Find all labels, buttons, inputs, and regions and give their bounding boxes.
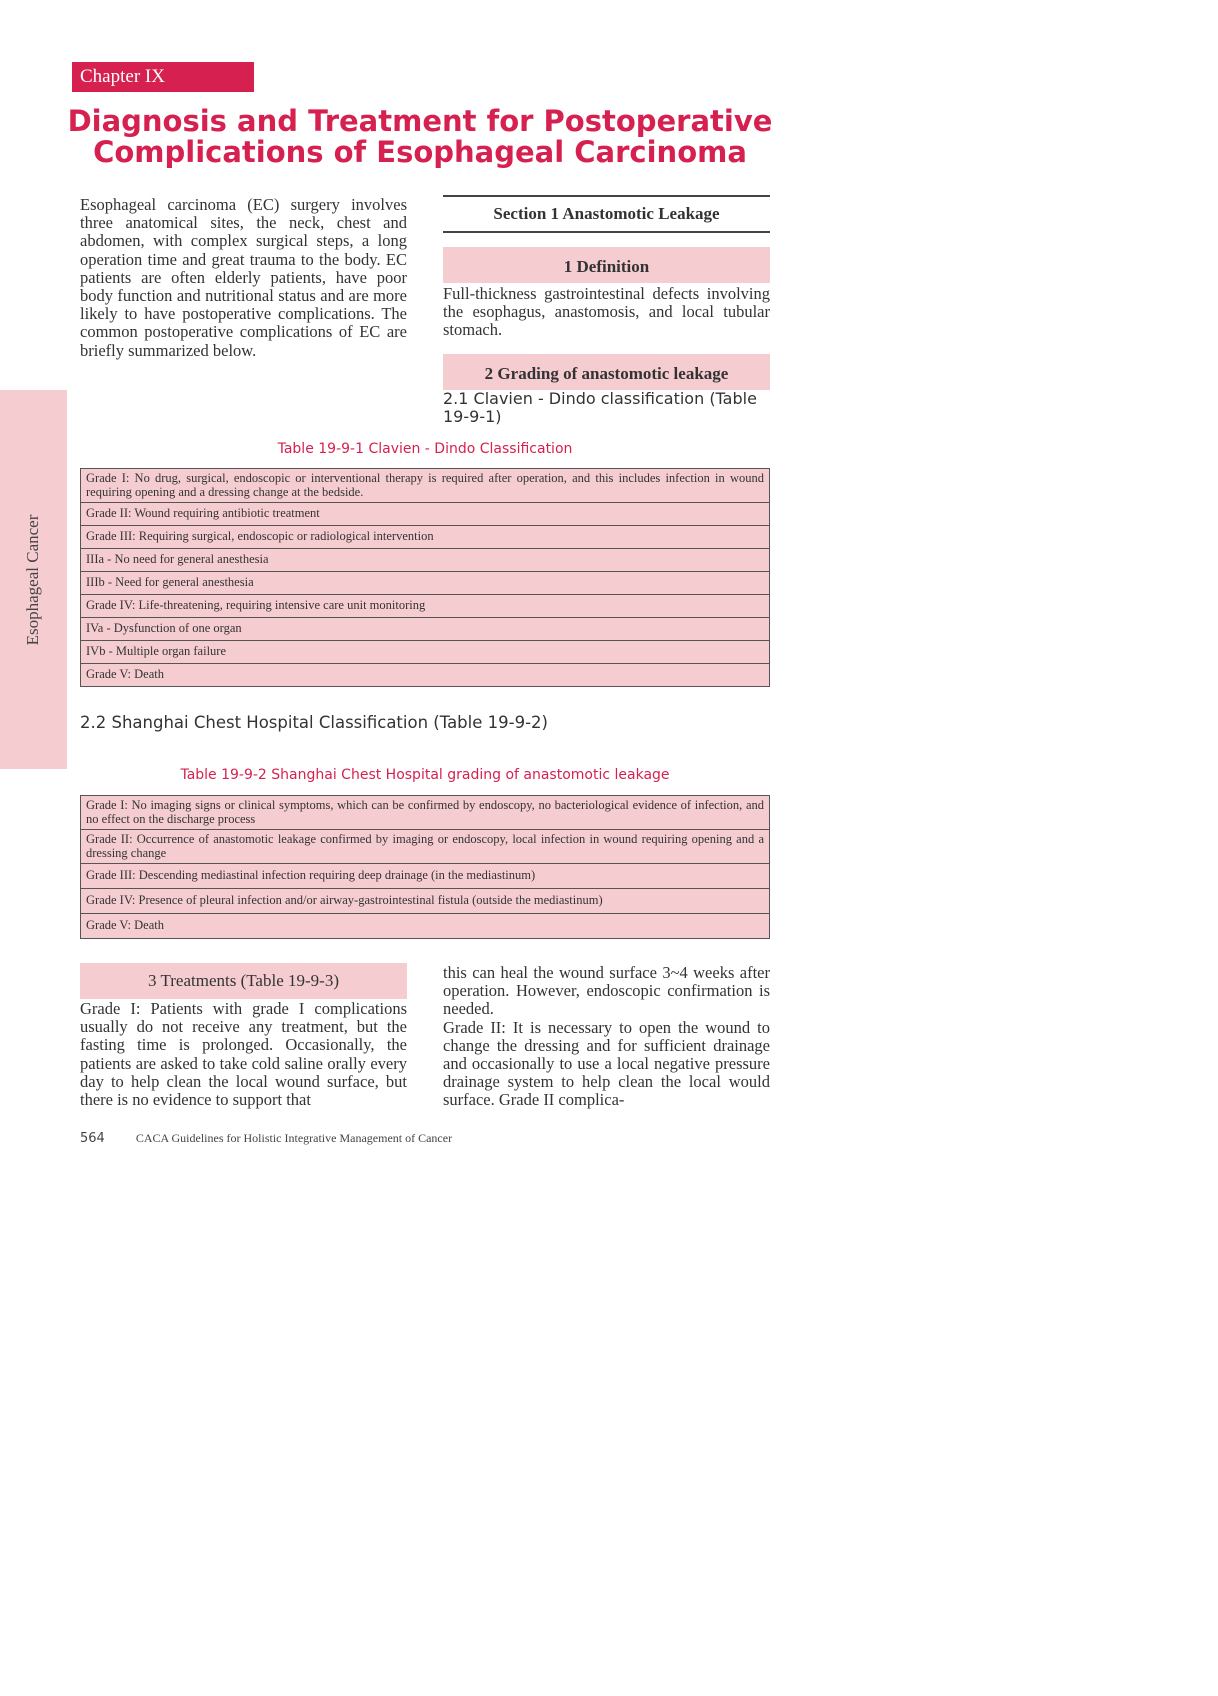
chapter-label: Chapter IX [72, 62, 254, 92]
table-cell: Grade II: Occurrence of anastomotic leakage confirmed by imaging or endoscopy, local infection in wound requiring opening and a dressing change [81, 830, 770, 864]
side-tab [0, 390, 67, 769]
subheading-2-1: 2.1 Clavien - Dindo classification (Table 19-9-1) [443, 389, 757, 426]
right-paragraph-1: this can heal the wound surface 3~4 weeks after operation. However, endoscopic confirmation is needed. [443, 963, 770, 1019]
table-cell: Grade V: Death [81, 664, 770, 687]
treatments-text: Grade I: Patients with grade I complications usually do not receive any treatment, but the fasting time is prolonged. Occasionally, the patients are asked to take cold saline orally every day to help clean the local wound surface, but there is no evidence to support that [80, 999, 407, 1110]
section-title: Section 1 Anastomotic Leakage [443, 195, 770, 233]
right-paragraph-2: Grade II: It is necessary to open the wound to change the dressing and for sufficient drainage and occasionally to use a local negative pressure drainage system to help clean the local would surface. Grade II complica- [443, 1017, 770, 1110]
table-row [81, 526, 770, 549]
page-footer [80, 1131, 452, 1146]
grading-heading: 2 Grading of anastomotic leakage [443, 354, 770, 390]
table-cell: Grade I: No drug, surgical, endoscopic or interventional therapy is required after operation, and this includes infection in wound requiring opening and a dressing change at the bedside. [81, 469, 770, 503]
footer-text: CACA Guidelines for Holistic Integrative Management of Cancer [135, 1131, 453, 1145]
table-row [81, 503, 770, 526]
page-number: 564 [80, 1131, 105, 1146]
table-cell: Grade III: Descending mediastinal infection requiring deep drainage (in the mediastinum) [81, 864, 770, 889]
table-row [81, 914, 770, 939]
table2-caption: Table 19-9-2 Shanghai Chest Hospital grading of anastomotic leakage [180, 767, 670, 783]
table-cell: IIIb - Need for general anesthesia [81, 572, 770, 595]
table-cell: Grade II: Wound requiring antibiotic treatment [81, 503, 770, 526]
table-row [81, 549, 770, 572]
title-line-2: Complications of Esophageal Carcinoma [93, 135, 747, 169]
table-row [81, 641, 770, 664]
table-cell: IVb - Multiple organ failure [81, 641, 770, 664]
table-row [81, 889, 770, 914]
table1-caption: Table 19-9-1 Clavien - Dindo Classification [277, 441, 573, 457]
treatments-heading: 3 Treatments (Table 19-9-3) [80, 963, 407, 999]
page-title [60, 106, 780, 168]
table-cell: Grade IV: Presence of pleural infection and/or airway-gastrointestinal fistula (outside the mediastinum) [81, 889, 770, 914]
right-column-text [443, 964, 770, 1110]
definition-heading: 1 Definition [443, 247, 770, 283]
table-clavien-dindo [80, 468, 770, 687]
table-cell: IVa - Dysfunction of one organ [81, 618, 770, 641]
table-row [81, 618, 770, 641]
table-row [81, 664, 770, 687]
intro-paragraph: Esophageal carcinoma (EC) surgery involves three anatomical sites, the neck, chest and abdomen, with complex surgical steps, a long operation time and great trauma to the body. EC patients are often elderly patients, have poor body function and nutritional status and are more likely to have postoperative complications. The common postoperative complications of EC are briefly summarized below. [80, 195, 407, 360]
table-row [81, 595, 770, 618]
table-row [81, 572, 770, 595]
table-row [81, 864, 770, 889]
title-line-1: Diagnosis and Treatment for Postoperative [67, 104, 773, 138]
table-row [81, 469, 770, 503]
table-row [81, 830, 770, 864]
table-cell: Grade V: Death [81, 914, 770, 939]
definition-text: Full-thickness gastrointestinal defects involving the esophagus, anastomosis, and local tubular stomach. [443, 284, 770, 340]
table-cell: Grade I: No imaging signs or clinical symptoms, which can be confirmed by endoscopy, no bacteriological evidence of infection, and no effect on the discharge process [81, 796, 770, 830]
table-shanghai [80, 795, 770, 939]
table-row [81, 796, 770, 830]
table-cell: Grade IV: Life-threatening, requiring intensive care unit monitoring [81, 595, 770, 618]
table-cell: IIIa - No need for general anesthesia [81, 549, 770, 572]
subheading-2-2: 2.2 Shanghai Chest Hospital Classification (Table 19-9-2) [80, 713, 548, 732]
table-cell: Grade III: Requiring surgical, endoscopic or radiological intervention [81, 526, 770, 549]
side-tab-label: Esophageal Cancer [23, 514, 42, 646]
